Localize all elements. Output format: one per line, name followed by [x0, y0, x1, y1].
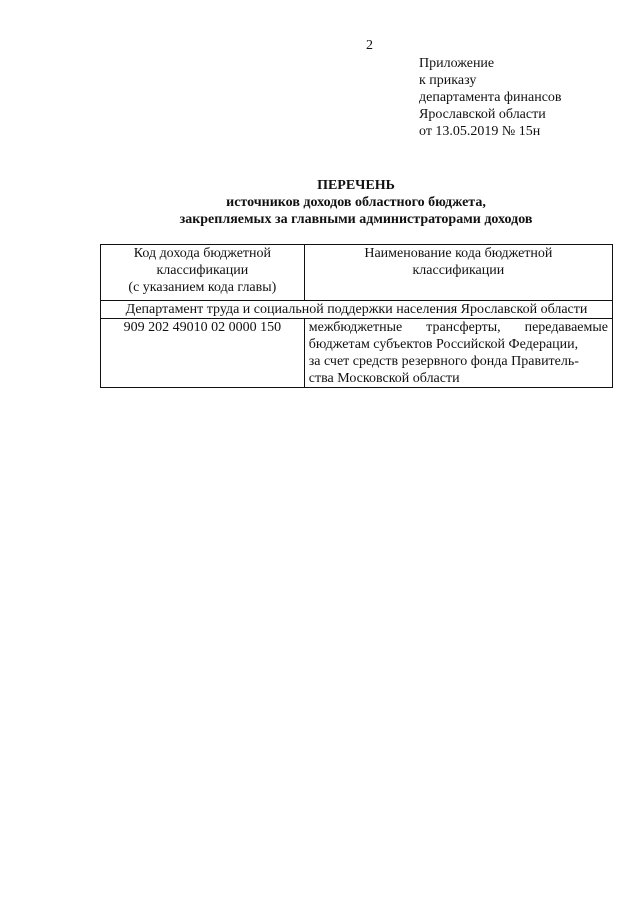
description-line: ства Московской области — [308, 371, 460, 386]
income-sources-table — [100, 244, 613, 388]
header-cell-name: Наименование кода бюджетной классификации — [304, 245, 612, 301]
department-row — [101, 301, 613, 319]
income-description-cell — [304, 319, 612, 388]
table-row — [101, 319, 613, 388]
header-cell-code: Код дохода бюджетной классификации (с указанием кода главы) — [101, 245, 305, 301]
department-cell: Департамент труда и социальной поддержки населения Ярославской области — [101, 301, 613, 319]
description-line: за счет средств резервного фонда Правитель- — [308, 354, 579, 369]
document-title — [100, 177, 612, 228]
appendix-block — [419, 55, 562, 140]
description-line: бюджетам субъектов Российской Федерации, — [308, 337, 579, 352]
title-line: источников доходов областного бюджета, — [226, 195, 486, 210]
appendix-line: департамента финансов — [419, 90, 562, 105]
title-line: закрепляемых за главными администраторами доходов — [179, 212, 533, 227]
appendix-line: Ярославской области — [419, 107, 546, 122]
appendix-line: к приказу — [419, 73, 477, 88]
income-code-cell: 909 202 49010 02 0000 150 — [101, 319, 305, 388]
page-number: 2 — [366, 38, 373, 53]
description-line: межбюджетные трансферты, передаваемые — [308, 320, 608, 335]
appendix-line: Приложение — [419, 56, 495, 71]
appendix-line: от 13.05.2019 № 15н — [419, 124, 541, 139]
table-header-row — [101, 245, 613, 301]
title-heading: ПЕРЕЧЕНЬ — [317, 178, 395, 193]
